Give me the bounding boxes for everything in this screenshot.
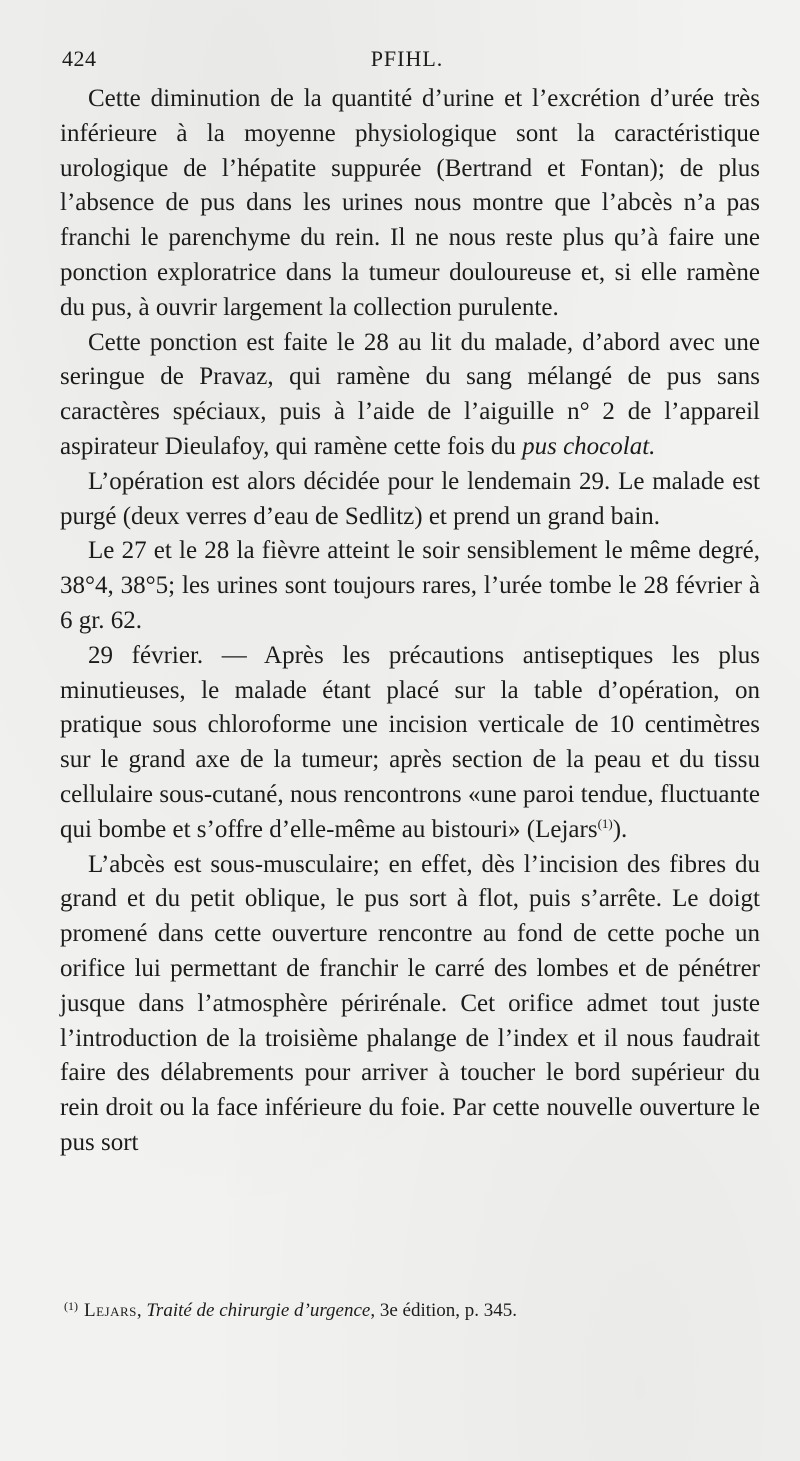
body-text [60, 82, 760, 1161]
footnote-title: Traité de chirurgie d’urgence [146, 1300, 371, 1321]
footnote-rest: , 3e édition, p. 345. [370, 1300, 518, 1321]
paragraph-5 [60, 639, 760, 848]
page-header [62, 46, 752, 76]
footnote-author: Lejars [84, 1300, 137, 1321]
paragraph-2 [60, 326, 760, 465]
paragraph-5-end: ). [612, 815, 628, 843]
footnote-mark: (1) [64, 1299, 78, 1313]
paragraph-2-text: Cette ponction est faite le 28 au lit du malade, d’abord avec une seringue de Pravaz, qui ramène du sang mélangé de pus sans caractères spéciaux, puis à l’aide de l’aiguille n° 2 de l’appareil aspirateur Dieulafoy, qui ramène cette fois du [60, 328, 760, 460]
footnote: $^{(1)}$ Lejars, Traité de chirurgie d’urgence, 3e édition, p. 345. [64, 1299, 518, 1321]
paragraph-2-italic: pus chocolat. [522, 432, 656, 460]
page-number: 424 [62, 46, 97, 71]
footnote-reference[interactable]: (1) [597, 815, 613, 831]
paragraph-3: L’opération est alors décidée pour le lendemain 29. Le malade est purgé (deux verres d’eau de Sedlitz) et prend un grand bain. [60, 467, 760, 530]
paragraph-4: Le 27 et le 28 la fièvre atteint le soir sensiblement le même degré, 38°4, 38°5; les urines sont toujours rares, l’urée tombe le 28 février à 6 gr. 62. [60, 537, 760, 634]
paragraph-1: Cette diminution de la quantité d’urine et l’excrétion d’urée très inférieure à la moyenne physiologique sont la caractéristique urologique de l’hépatite suppurée (Bertrand et Fontan); de plus l’absence de pus dans les urines nous montre que l’abcès n’a pas franchi le parenchyme du rein. Il ne nous reste plus qu’à faire une ponction exploratrice dans la tumeur douloureuse et, si elle ramène du pus, à ouvrir largement la collection purulente. [60, 85, 760, 321]
running-head: PFIHL. [370, 46, 444, 71]
paragraph-5-text: 29 février. — Après les précautions antiseptiques les plus minutieuses, le malade étant placé sur la table d’opération, on pratique sous chloroforme une incision verticale de 10 centimètres sur le grand axe de la tumeur; après section de la peau et du tissu cellulaire sous-cutané, nous rencontrons «une paroi tendue, fluctuante qui bombe et s’offre d’elle-même au bistouri» (Lejars [60, 641, 760, 843]
paragraph-6: L’abcès est sous-musculaire; en effet, dès l’incision des fibres du grand et du petit oblique, le pus sort à flot, puis s’arrête. Le doigt promené dans cette ouverture rencontre au fond de cette poche un orifice lui permettant de franchir le carré des lombes et de pénétrer jusque dans l’atmosphère périrénale. Cet orifice admet tout juste l’introduction de la troisième phalange de l’index et il nous faudrait faire des délabrements pour arriver à toucher le bord supérieur du rein droit ou la face inférieure du foie. Par cette nouvelle ouverture le pus sort [60, 850, 760, 1156]
